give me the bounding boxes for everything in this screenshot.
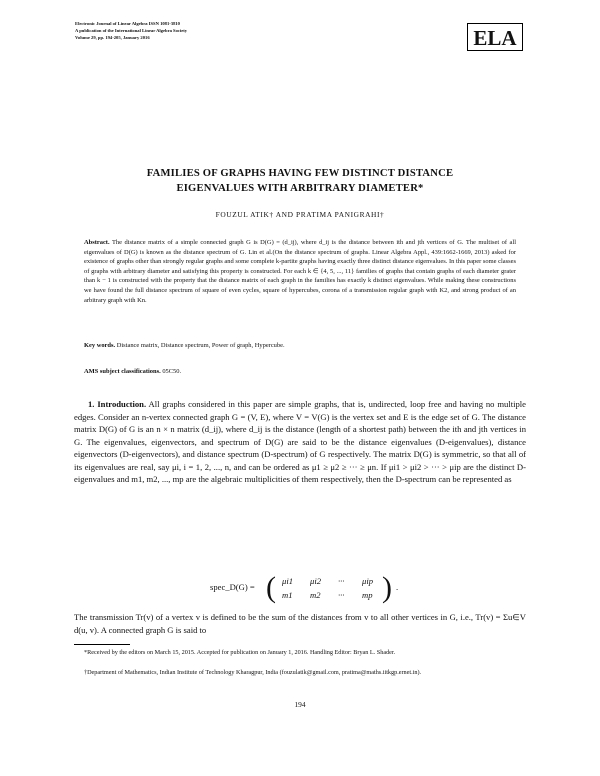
section-heading: 1. Introduction. bbox=[88, 399, 147, 409]
transmission-paragraph: The transmission Tr(v) of a vertex v is defined to be the sum of the distances from v to all other vertices in G, i.e., Tr(v) = Σu∈V d(u, v). A connected graph G is said to bbox=[74, 612, 526, 635]
ams-text: 05C50. bbox=[162, 368, 182, 375]
matrix-cell: ··· bbox=[338, 590, 345, 600]
spectrum-matrix bbox=[210, 573, 410, 605]
abstract-text: The distance matrix of a simple connected graph G is D(G) = (d_ij), where d_ij is the distance between ith and jth vertices of G. The multiset of all eigenvalues of D(G) is known as the distance spectrum of G. Lin et al.(On the distance spectrum of graphs. Linear Algebra Appl., 439:1662-1669, 2013) asked for existence of graphs other than strongly regular graphs and some complete k-partite graphs having exactly three distinct distance eigenvalues. In this paper some classes of graphs with arbitrary diameter and satisfying this property is constructed. For each k ∈ {4, 5, ..., 11} families of graphs that contain graphs of each diameter grater than k − 1 is constructed with the property that the distance matrix of each graph in the families has exactly k distinct eigenvalues. While making these constructions we have found the full distance spectrum of square of even cycles, square of hypercubes, corona of a transmission regular graph with K2, and strong product of an arbitrary graph with Kn. bbox=[84, 239, 516, 304]
title-line2: EIGENVALUES WITH ARBITRARY DIAMETER* bbox=[176, 183, 424, 194]
intro-body: All graphs considered in this paper are simple graphs, that is, undirected, loop free and having no multiple edges. Consider an n-vertex connected graph G = (V, E), where V = V(G) is the vertex set and E is the edge set of G. The distance matrix D(G) of G is an n × n matrix (d_ij), where d_ij is the distance (length of a shortest path) between the ith and jth vertices in G. The eigenvalues, eigenvectors, and spectrum of D(G) are said to be the distance eigenvalues (D-eigenvalues), distance eigenvectors (D-eigenvectors), and distance spectrum (D-spectrum) of G respectively. The matrix D(G) is symmetric, so that all of its eigenvalues are real, say μi, i = 1, 2, ..., n, and can be ordered as μ1 ≥ μ2 ≥ ··· ≥ μn. If μi1 > μi2 > ··· > μip are the distinct D-eigenvalues and m1, m2, ..., mp are the algebraic multiplicities of them respectively, then the D-spectrum can be represented as bbox=[74, 399, 526, 484]
spectrum-lhs: spec_D(G) = bbox=[210, 582, 255, 592]
period: . bbox=[396, 582, 399, 592]
matrix-cell: μi1 bbox=[282, 576, 293, 586]
matrix-cell: m2 bbox=[310, 590, 321, 600]
matrix-cell: ··· bbox=[338, 576, 345, 586]
matrix-cell: mp bbox=[362, 590, 373, 600]
page-number: 194 bbox=[294, 700, 306, 709]
intro-paragraph bbox=[74, 398, 526, 486]
matrix-cell: μip bbox=[362, 576, 373, 586]
ams-label: AMS subject classifications. bbox=[84, 368, 161, 375]
keywords-label: Key words. bbox=[84, 342, 116, 349]
journal-header-line2: A publication of the International Linear Algebra Society bbox=[75, 28, 188, 33]
journal-header-line1: Electronic Journal of Linear Algebra ISSN 1081-3810 bbox=[75, 21, 180, 26]
footnote-received: *Received by the editors on March 15, 2015. Accepted for publication on January 1, 2016. Handling Editor: Bryan L. Shader. bbox=[84, 649, 396, 656]
journal-header-line3: Volume 29, pp. 194-205, January 2016 bbox=[75, 35, 150, 40]
title-line1: FAMILIES OF GRAPHS HAVING FEW DISTINCT DISTANCE bbox=[146, 168, 454, 179]
journal-logo: ELA bbox=[467, 23, 523, 51]
abstract-label: Abstract. bbox=[84, 239, 110, 246]
paper-title bbox=[60, 166, 540, 196]
keywords bbox=[84, 342, 516, 349]
authors: FOUZUL ATIK† AND PRATIMA PANIGRAHI† bbox=[215, 210, 385, 219]
journal-header bbox=[75, 20, 187, 41]
left-paren: ( bbox=[266, 571, 276, 604]
ams-classification bbox=[84, 368, 516, 375]
matrix-cell: m1 bbox=[282, 590, 293, 600]
abstract bbox=[84, 238, 516, 305]
matrix-cell: μi2 bbox=[310, 576, 321, 586]
footnote-rule bbox=[74, 644, 130, 645]
footnote-affiliation: †Department of Mathematics, Indian Institute of Technology Kharagpur, India (fouzulatik@gmail.com, pratima@maths.iitkgp.ernet.in). bbox=[84, 669, 422, 676]
right-paren: ) bbox=[382, 571, 392, 604]
introduction-section bbox=[74, 398, 526, 486]
keywords-text: Distance matrix, Distance spectrum, Power of graph, Hypercube. bbox=[116, 342, 285, 349]
